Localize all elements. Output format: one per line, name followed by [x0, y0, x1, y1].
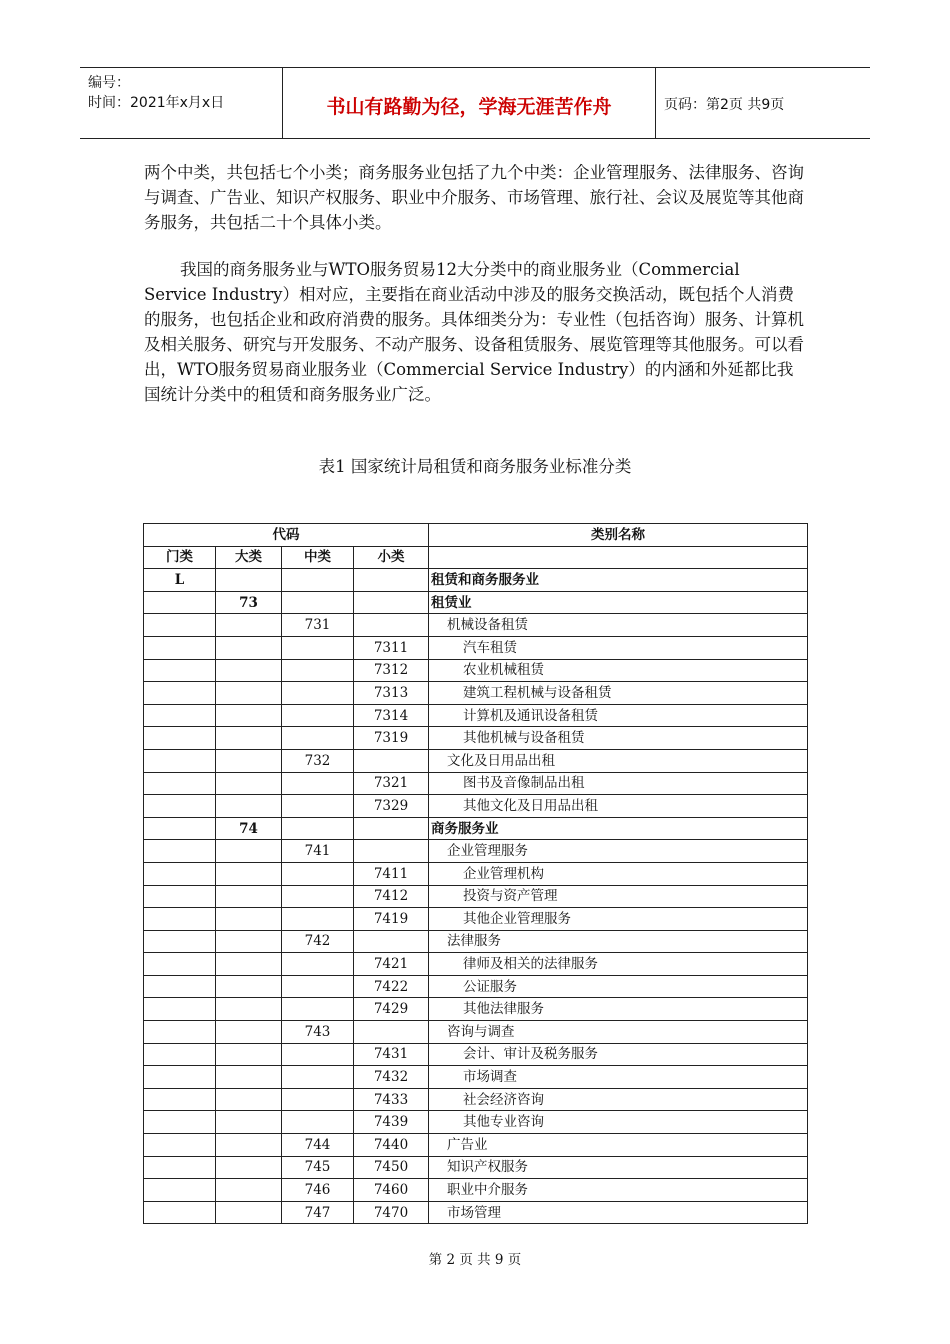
cell-men	[144, 1156, 216, 1179]
cell-xiao: 7470	[354, 1201, 429, 1224]
table-row	[144, 704, 808, 727]
cell-men	[144, 817, 216, 840]
table-row	[144, 885, 808, 908]
cell-da	[216, 1043, 282, 1066]
cell-name: 文化及日用品出租	[429, 749, 808, 772]
cell-da	[216, 1134, 282, 1157]
cell-da: 73	[216, 591, 282, 614]
cell-name: 投资与资产管理	[429, 885, 808, 908]
cell-name: 市场管理	[429, 1201, 808, 1224]
cell-da	[216, 953, 282, 976]
cell-name: 企业管理机构	[429, 862, 808, 885]
cell-men	[144, 727, 216, 750]
table-subheader-row	[144, 546, 808, 569]
cell-xiao: 7433	[354, 1088, 429, 1111]
cell-xiao: 7419	[354, 908, 429, 931]
cell-xiao: 7329	[354, 795, 429, 818]
table-row	[144, 727, 808, 750]
cell-name: 汽车租赁	[429, 636, 808, 659]
cell-zhong: 743	[282, 1021, 354, 1044]
table-row	[144, 840, 808, 863]
cell-name: 职业中介服务	[429, 1179, 808, 1202]
cell-men	[144, 1201, 216, 1224]
cell-name: 图书及音像制品出租	[429, 772, 808, 795]
header-motto: 书山有路勤为径，学海无涯苦作舟	[326, 96, 612, 118]
cell-xiao: 7440	[354, 1134, 429, 1157]
cell-men	[144, 749, 216, 772]
cell-zhong	[282, 659, 354, 682]
table-row	[144, 908, 808, 931]
cell-xiao: 7429	[354, 998, 429, 1021]
table-row	[144, 1111, 808, 1134]
cell-da	[216, 908, 282, 931]
cell-zhong	[282, 975, 354, 998]
classification-table	[143, 523, 808, 1224]
cell-zhong	[282, 727, 354, 750]
cell-xiao	[354, 591, 429, 614]
cell-zhong	[282, 682, 354, 705]
subheader-da: 大类	[216, 546, 282, 569]
cell-da	[216, 1021, 282, 1044]
cell-xiao: 7460	[354, 1179, 429, 1202]
cell-da	[216, 614, 282, 637]
cell-da: 74	[216, 817, 282, 840]
cell-zhong	[282, 591, 354, 614]
cell-xiao	[354, 614, 429, 637]
header-page-label: 页码：第2页 共9页	[664, 97, 785, 113]
cell-name: 律师及相关的法律服务	[429, 953, 808, 976]
cell-da	[216, 569, 282, 592]
cell-xiao: 7421	[354, 953, 429, 976]
cell-name: 租赁业	[429, 591, 808, 614]
cell-men	[144, 1179, 216, 1202]
cell-da	[216, 1156, 282, 1179]
cell-men	[144, 1134, 216, 1157]
cell-da	[216, 1179, 282, 1202]
table-row	[144, 1156, 808, 1179]
table-row	[144, 1179, 808, 1202]
cell-zhong: 741	[282, 840, 354, 863]
cell-da	[216, 772, 282, 795]
cell-da	[216, 840, 282, 863]
cell-da	[216, 636, 282, 659]
cell-da	[216, 1066, 282, 1089]
cell-zhong: 745	[282, 1156, 354, 1179]
cell-zhong	[282, 704, 354, 727]
table-row	[144, 998, 808, 1021]
cell-men	[144, 772, 216, 795]
table-header-row	[144, 524, 808, 547]
cell-da	[216, 1088, 282, 1111]
cell-name: 商务服务业	[429, 817, 808, 840]
cell-men	[144, 840, 216, 863]
subheader-men: 门类	[144, 546, 216, 569]
cell-name: 咨询与调查	[429, 1021, 808, 1044]
table-row	[144, 817, 808, 840]
cell-xiao: 7422	[354, 975, 429, 998]
cell-men	[144, 795, 216, 818]
header-time-label: 时间：2021年x月x日	[88, 95, 225, 111]
cell-da	[216, 975, 282, 998]
cell-name: 其他机械与设备租赁	[429, 727, 808, 750]
cell-xiao	[354, 1021, 429, 1044]
cell-xiao: 7411	[354, 862, 429, 885]
cell-da	[216, 862, 282, 885]
cell-men: L	[144, 569, 216, 592]
cell-men	[144, 1043, 216, 1066]
cell-name: 法律服务	[429, 930, 808, 953]
cell-da	[216, 795, 282, 818]
header-meta	[88, 73, 224, 113]
cell-name: 企业管理服务	[429, 840, 808, 863]
cell-zhong: 742	[282, 930, 354, 953]
table-row	[144, 1066, 808, 1089]
cell-name: 租赁和商务服务业	[429, 569, 808, 592]
cell-name: 其他文化及日用品出租	[429, 795, 808, 818]
cell-men	[144, 908, 216, 931]
cell-zhong: 731	[282, 614, 354, 637]
table-row	[144, 795, 808, 818]
cell-zhong	[282, 1043, 354, 1066]
cell-zhong	[282, 817, 354, 840]
cell-men	[144, 659, 216, 682]
cell-name: 其他法律服务	[429, 998, 808, 1021]
paragraph-2: 我国的商务服务业与WTO服务贸易12大分类中的商业服务业（Commercial Service Industry）相对应，主要指在商业活动中涉及的服务交换活动，既包括个人消费的服务，也包括企业和政府消费的服务。具体细类分为：专业性（包括咨询）服务、计算机及相关服务、研究与开发服务、不动产服务、设备租赁服务、展览管理等其他服务。可以看出，WTO服务贸易商业服务业（Commercial Service Industry）的内涵和外延都比我国统计分类中的租赁和商务服务业广泛。	[144, 260, 804, 404]
cell-zhong: 744	[282, 1134, 354, 1157]
cell-da	[216, 1111, 282, 1134]
table-row	[144, 591, 808, 614]
cell-da	[216, 885, 282, 908]
cell-da	[216, 998, 282, 1021]
cell-da	[216, 704, 282, 727]
cell-men	[144, 1021, 216, 1044]
table-row	[144, 682, 808, 705]
cell-zhong	[282, 772, 354, 795]
table-row	[144, 749, 808, 772]
cell-xiao: 7313	[354, 682, 429, 705]
header-name: 类别名称	[429, 524, 808, 547]
cell-name: 知识产权服务	[429, 1156, 808, 1179]
table-row	[144, 1043, 808, 1066]
cell-xiao: 7319	[354, 727, 429, 750]
table-row	[144, 659, 808, 682]
cell-zhong	[282, 1111, 354, 1134]
cell-xiao: 7431	[354, 1043, 429, 1066]
header-divider	[655, 68, 656, 138]
table-row	[144, 862, 808, 885]
cell-men	[144, 1066, 216, 1089]
cell-zhong	[282, 636, 354, 659]
cell-zhong	[282, 1088, 354, 1111]
cell-xiao: 7321	[354, 772, 429, 795]
cell-name: 农业机械租赁	[429, 659, 808, 682]
cell-name: 市场调查	[429, 1066, 808, 1089]
cell-name: 社会经济咨询	[429, 1088, 808, 1111]
cell-xiao: 7312	[354, 659, 429, 682]
cell-name: 会计、审计及税务服务	[429, 1043, 808, 1066]
cell-men	[144, 636, 216, 659]
cell-zhong	[282, 998, 354, 1021]
subheader-zhong: 中类	[282, 546, 354, 569]
table-row	[144, 569, 808, 592]
table-row	[144, 1021, 808, 1044]
cell-men	[144, 1088, 216, 1111]
cell-xiao: 7412	[354, 885, 429, 908]
table-row	[144, 1134, 808, 1157]
cell-zhong	[282, 953, 354, 976]
page-footer: 第 2 页 共 9 页	[428, 1252, 522, 1268]
cell-name: 计算机及通讯设备租赁	[429, 704, 808, 727]
cell-men	[144, 975, 216, 998]
cell-zhong	[282, 569, 354, 592]
table-row	[144, 953, 808, 976]
cell-xiao: 7439	[354, 1111, 429, 1134]
table-row	[144, 1201, 808, 1224]
cell-da	[216, 930, 282, 953]
cell-men	[144, 614, 216, 637]
cell-name: 其他专业咨询	[429, 1111, 808, 1134]
cell-zhong: 732	[282, 749, 354, 772]
header-code: 代码	[144, 524, 429, 547]
cell-zhong	[282, 795, 354, 818]
cell-men	[144, 591, 216, 614]
table-row	[144, 772, 808, 795]
cell-xiao	[354, 930, 429, 953]
cell-xiao	[354, 749, 429, 772]
cell-xiao	[354, 569, 429, 592]
cell-xiao	[354, 817, 429, 840]
cell-name: 建筑工程机械与设备租赁	[429, 682, 808, 705]
subheader-xiao: 小类	[354, 546, 429, 569]
cell-xiao: 7314	[354, 704, 429, 727]
cell-da	[216, 682, 282, 705]
cell-men	[144, 704, 216, 727]
header-number-label: 编号：	[88, 75, 130, 91]
cell-name: 公证服务	[429, 975, 808, 998]
cell-name: 机械设备租赁	[429, 614, 808, 637]
cell-men	[144, 998, 216, 1021]
cell-xiao	[354, 840, 429, 863]
cell-name: 其他企业管理服务	[429, 908, 808, 931]
table-row	[144, 1088, 808, 1111]
cell-da	[216, 1201, 282, 1224]
cell-men	[144, 930, 216, 953]
table-caption: 表1 国家统计局租赁和商务服务业标准分类	[318, 457, 632, 476]
cell-xiao: 7311	[354, 636, 429, 659]
cell-da	[216, 749, 282, 772]
cell-men	[144, 1111, 216, 1134]
table-row	[144, 930, 808, 953]
cell-da	[216, 659, 282, 682]
cell-xiao: 7432	[354, 1066, 429, 1089]
subheader-empty	[429, 546, 808, 569]
paragraph-1: 两个中类，共包括七个小类；商务服务业包括了九个中类：企业管理服务、法律服务、咨询与调查、广告业、知识产权服务、职业中介服务、市场管理、旅行社、会议及展览等其他商务服务，共包括二十个具体小类。	[144, 163, 804, 232]
cell-men	[144, 682, 216, 705]
table-row	[144, 636, 808, 659]
cell-zhong	[282, 885, 354, 908]
cell-xiao: 7450	[354, 1156, 429, 1179]
cell-zhong	[282, 908, 354, 931]
cell-name: 广告业	[429, 1134, 808, 1157]
cell-men	[144, 953, 216, 976]
table-row	[144, 975, 808, 998]
table-row	[144, 614, 808, 637]
cell-zhong: 747	[282, 1201, 354, 1224]
cell-zhong	[282, 1066, 354, 1089]
cell-men	[144, 885, 216, 908]
cell-zhong: 746	[282, 1179, 354, 1202]
cell-zhong	[282, 862, 354, 885]
page-header	[80, 67, 870, 139]
cell-men	[144, 862, 216, 885]
cell-da	[216, 727, 282, 750]
